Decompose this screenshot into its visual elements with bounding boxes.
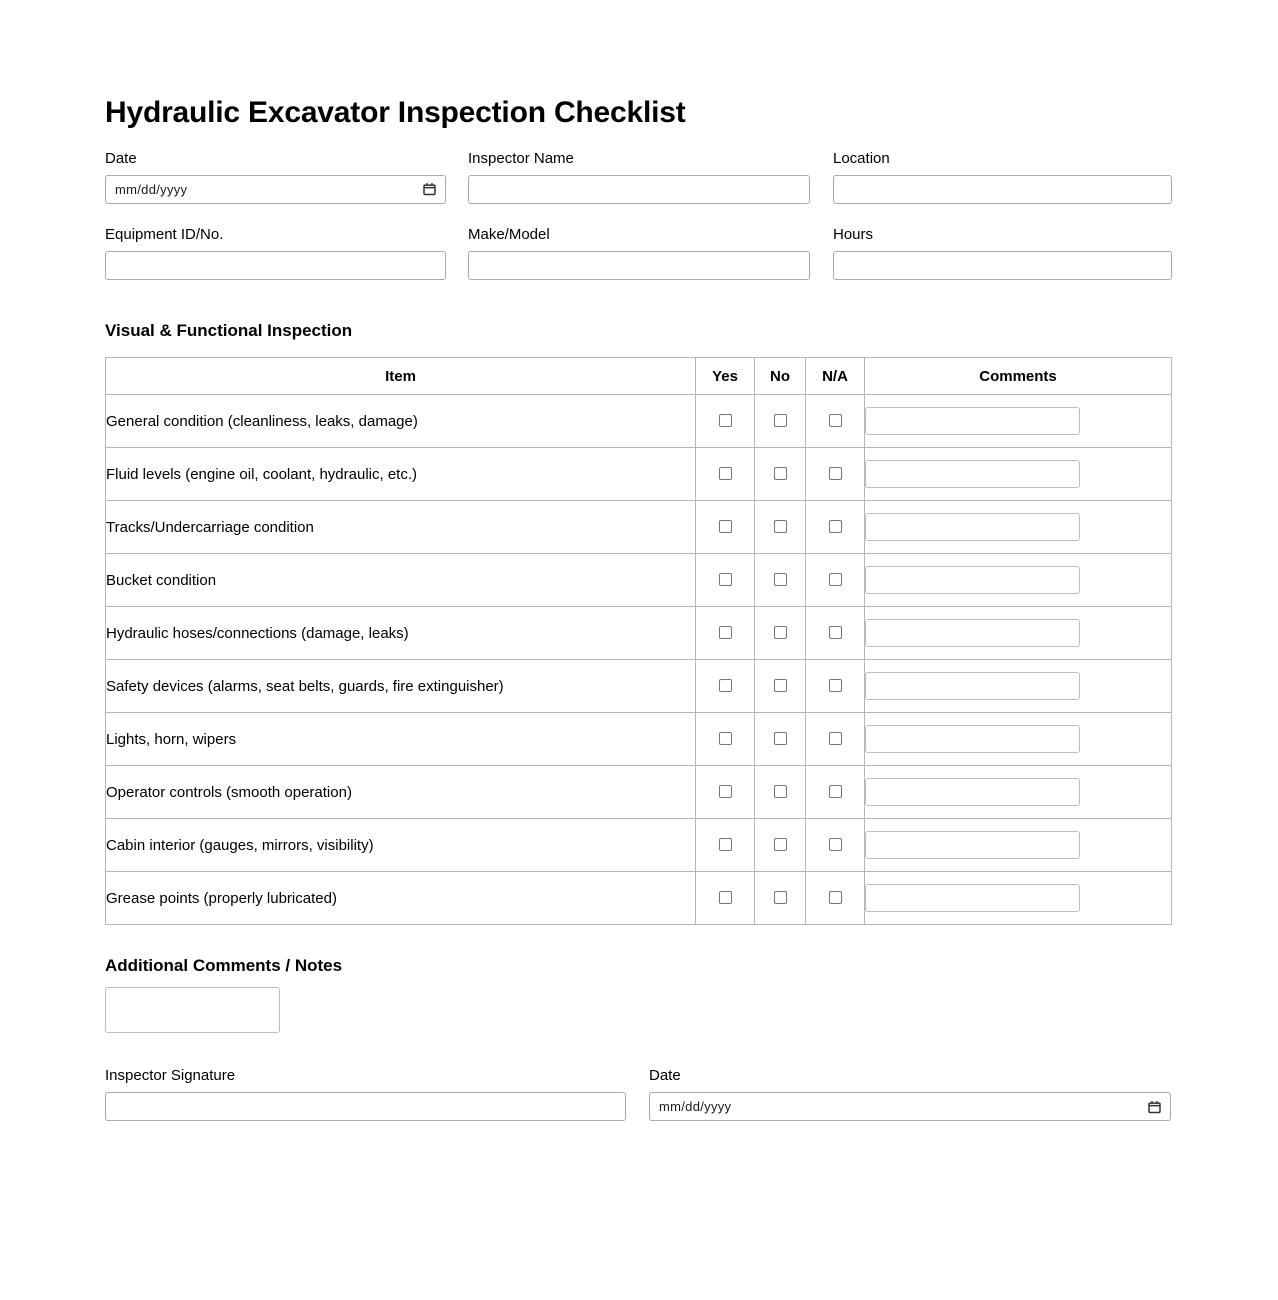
inspection-table-head	[106, 358, 1172, 395]
field-label-date: Date	[105, 149, 137, 167]
checkbox-na-cell	[806, 501, 865, 554]
checkbox-na-cell	[806, 395, 865, 448]
checkbox-yes-cell	[696, 872, 755, 925]
checkbox-na-cell	[806, 766, 865, 819]
checkbox-yes[interactable]	[719, 891, 732, 904]
signature-section	[105, 1066, 1173, 1121]
checkbox-no-cell	[755, 872, 806, 925]
comment-input[interactable]	[865, 619, 1080, 647]
checkbox-no[interactable]	[774, 838, 787, 851]
checkbox-na[interactable]	[829, 785, 842, 798]
checkbox-no-cell	[755, 713, 806, 766]
checkbox-no[interactable]	[774, 520, 787, 533]
field-hours	[833, 225, 1172, 280]
comment-cell	[865, 501, 1172, 554]
field-label-inspector-name: Inspector Name	[468, 149, 574, 167]
checkbox-na[interactable]	[829, 679, 842, 692]
date-input[interactable]	[105, 175, 446, 204]
checkbox-na-cell	[806, 872, 865, 925]
notes-section-heading: Additional Comments / Notes	[105, 956, 343, 975]
checkbox-na-cell	[806, 554, 865, 607]
signature-date-input[interactable]	[649, 1092, 1171, 1121]
comment-cell	[865, 554, 1172, 607]
checkbox-na[interactable]	[829, 732, 842, 745]
header-fields-row-2	[105, 225, 1173, 280]
checkbox-yes[interactable]	[719, 732, 732, 745]
table-row	[106, 448, 1172, 501]
checkbox-na[interactable]	[829, 838, 842, 851]
field-label-signature-date: Date	[649, 1067, 681, 1084]
checkbox-na[interactable]	[829, 520, 842, 533]
checkbox-na-cell	[806, 607, 865, 660]
comment-input[interactable]	[865, 884, 1080, 912]
equipment-id-input[interactable]	[105, 251, 446, 280]
checkbox-no-cell	[755, 766, 806, 819]
inspection-item-label: Bucket condition	[106, 554, 696, 607]
checkbox-no[interactable]	[774, 467, 787, 480]
inspection-table-body	[106, 395, 1172, 925]
column-header-comments: Comments	[865, 358, 1172, 395]
checkbox-no[interactable]	[774, 891, 787, 904]
checkbox-no-cell	[755, 607, 806, 660]
field-location	[833, 149, 1172, 204]
inspection-item-label: Fluid levels (engine oil, coolant, hydraulic, etc.)	[106, 448, 696, 501]
checkbox-na[interactable]	[829, 573, 842, 586]
checkbox-no[interactable]	[774, 626, 787, 639]
comment-input[interactable]	[865, 513, 1080, 541]
checkbox-yes-cell	[696, 554, 755, 607]
table-row	[106, 819, 1172, 872]
field-inspector-name	[468, 149, 810, 204]
column-header-item: Item	[106, 358, 696, 395]
checkbox-yes[interactable]	[719, 785, 732, 798]
table-row	[106, 872, 1172, 925]
table-header-row	[106, 358, 1172, 395]
comment-input[interactable]	[865, 672, 1080, 700]
table-row	[106, 554, 1172, 607]
field-inspector-signature	[105, 1066, 626, 1121]
checkbox-yes-cell	[696, 713, 755, 766]
comment-input[interactable]	[865, 460, 1080, 488]
checkbox-yes[interactable]	[719, 467, 732, 480]
page-title: Hydraulic Excavator Inspection Checklist	[105, 96, 686, 129]
checkbox-no[interactable]	[774, 679, 787, 692]
field-label-inspector-signature: Inspector Signature	[105, 1067, 236, 1084]
comment-cell	[865, 448, 1172, 501]
table-row	[106, 607, 1172, 660]
comment-cell	[865, 819, 1172, 872]
comment-input[interactable]	[865, 778, 1080, 806]
inspection-item-label: Cabin interior (gauges, mirrors, visibility)	[106, 819, 696, 872]
comment-cell	[865, 713, 1172, 766]
field-equipment-id	[105, 225, 446, 280]
comment-cell	[865, 660, 1172, 713]
checkbox-yes-cell	[696, 448, 755, 501]
table-row	[106, 660, 1172, 713]
checkbox-yes-cell	[696, 501, 755, 554]
checkbox-yes[interactable]	[719, 520, 732, 533]
comment-input[interactable]	[865, 831, 1080, 859]
checkbox-yes[interactable]	[719, 573, 732, 586]
checkbox-na-cell	[806, 660, 865, 713]
field-make-model	[468, 225, 810, 280]
column-header-no: No	[755, 358, 806, 395]
table-row	[106, 713, 1172, 766]
checkbox-yes-cell	[696, 819, 755, 872]
checkbox-no[interactable]	[774, 785, 787, 798]
checkbox-na[interactable]	[829, 414, 842, 427]
make-model-input[interactable]	[468, 251, 810, 280]
date-placeholder: mm/dd/yyyy	[115, 181, 188, 197]
additional-notes-textarea[interactable]	[105, 987, 280, 1033]
header-fields-row-1	[105, 149, 1173, 204]
inspection-item-label: Grease points (properly lubricated)	[106, 872, 696, 925]
field-date	[105, 149, 446, 204]
checkbox-na-cell	[806, 448, 865, 501]
column-header-yes: Yes	[696, 358, 755, 395]
comment-cell	[865, 872, 1172, 925]
checkbox-yes[interactable]	[719, 626, 732, 639]
comment-cell	[865, 395, 1172, 448]
column-header-na: N/A	[806, 358, 865, 395]
field-label-hours: Hours	[833, 225, 874, 243]
checkbox-no-cell	[755, 448, 806, 501]
checkbox-no-cell	[755, 395, 806, 448]
checkbox-na[interactable]	[829, 467, 842, 480]
field-label-equipment-id: Equipment ID/No.	[105, 225, 224, 243]
checkbox-na-cell	[806, 713, 865, 766]
signature-date-placeholder: mm/dd/yyyy	[659, 1099, 732, 1115]
checkbox-no[interactable]	[774, 732, 787, 745]
checkbox-na[interactable]	[829, 626, 842, 639]
field-label-make-model: Make/Model	[468, 225, 550, 243]
inspection-item-label: Hydraulic hoses/connections (damage, leaks)	[106, 607, 696, 660]
inspection-item-label: General condition (cleanliness, leaks, damage)	[106, 395, 696, 448]
checkbox-yes[interactable]	[719, 414, 732, 427]
checkbox-no-cell	[755, 819, 806, 872]
comment-input[interactable]	[865, 566, 1080, 594]
comment-cell	[865, 607, 1172, 660]
field-row-spacer	[105, 204, 1173, 225]
checkbox-na[interactable]	[829, 891, 842, 904]
checkbox-no-cell	[755, 554, 806, 607]
hours-input[interactable]	[833, 251, 1172, 280]
calendar-icon[interactable]	[423, 183, 436, 196]
checkbox-yes-cell	[696, 660, 755, 713]
inspector-signature-input[interactable]	[105, 1092, 626, 1121]
checkbox-yes-cell	[696, 766, 755, 819]
checkbox-yes[interactable]	[719, 838, 732, 851]
comment-input[interactable]	[865, 407, 1080, 435]
checkbox-no-cell	[755, 660, 806, 713]
checkbox-yes[interactable]	[719, 679, 732, 692]
checkbox-na-cell	[806, 819, 865, 872]
inspection-item-label: Tracks/Undercarriage condition	[106, 501, 696, 554]
checkbox-yes-cell	[696, 607, 755, 660]
inspection-item-label: Operator controls (smooth operation)	[106, 766, 696, 819]
inspection-item-label: Safety devices (alarms, seat belts, guards, fire extinguisher)	[106, 660, 696, 713]
comment-input[interactable]	[865, 725, 1080, 753]
checkbox-no-cell	[755, 501, 806, 554]
header-fields	[105, 149, 1173, 281]
table-row	[106, 766, 1172, 819]
calendar-icon[interactable]	[1148, 1100, 1161, 1113]
inspector-name-input[interactable]	[468, 175, 810, 204]
table-row	[106, 501, 1172, 554]
inspection-item-label: Lights, horn, wipers	[106, 713, 696, 766]
checkbox-no[interactable]	[774, 414, 787, 427]
checkbox-yes-cell	[696, 395, 755, 448]
location-input[interactable]	[833, 175, 1172, 204]
table-row	[106, 395, 1172, 448]
inspection-table	[105, 357, 1172, 925]
checkbox-no[interactable]	[774, 573, 787, 586]
inspection-section-heading: Visual & Functional Inspection	[105, 321, 353, 340]
field-signature-date	[649, 1066, 1171, 1121]
field-label-location: Location	[833, 149, 890, 167]
comment-cell	[865, 766, 1172, 819]
